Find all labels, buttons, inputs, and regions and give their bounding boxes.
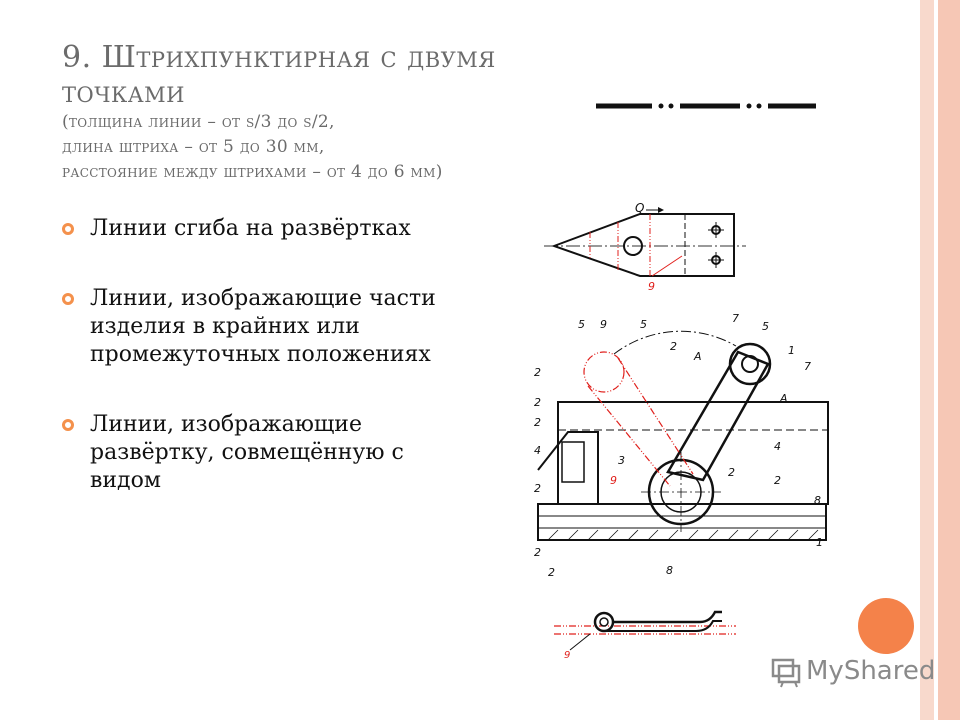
fig3-label: 9 (564, 650, 571, 661)
bracket-outline (538, 432, 598, 504)
bullet-text: Линии сгиба на развёртках (90, 216, 411, 241)
fig2-label: 2 (534, 396, 541, 409)
fig2-label: 2 (534, 416, 541, 429)
decor-stripe-light (920, 0, 934, 720)
slide-title (62, 40, 582, 185)
base-plate (538, 504, 826, 540)
figure-extreme-positions (518, 302, 834, 580)
curl-inner (600, 618, 608, 626)
bullet-text: Линии, изображающие части изделия в крайних или промежуточных положениях (90, 286, 436, 367)
fig2-label: 3 (618, 454, 625, 467)
fig2-label: 7 (804, 360, 811, 373)
logo-text: MyShared (806, 656, 936, 686)
curl-circle (595, 613, 613, 631)
slides-icon (770, 656, 802, 688)
leader-line (652, 256, 682, 276)
lever-end (730, 344, 770, 384)
fig2-label: 5 (762, 320, 769, 333)
fig2-label: 9 (610, 474, 617, 487)
fig2-label: 4 (534, 444, 541, 457)
bullet-ring-icon (62, 419, 74, 431)
part-profile (613, 612, 722, 622)
fig2-labels (534, 312, 823, 579)
fig2-label: 5 (640, 318, 647, 331)
sample-dot (659, 104, 664, 109)
fig1-label: 9 (648, 280, 655, 293)
fig2-label: 2 (774, 474, 781, 487)
decor-orange-circle (858, 598, 914, 654)
sample-dot (669, 104, 674, 109)
fig2-label: 7 (732, 312, 739, 325)
bullet-ring-icon (62, 223, 74, 235)
line-type-sample (590, 94, 820, 118)
bullet-item (62, 215, 442, 243)
fig2-label: 1 (788, 344, 795, 357)
bracket-block (562, 442, 584, 482)
fig2-label: 2 (534, 546, 541, 559)
decor-stripe-dark (938, 0, 960, 720)
bullet-text: Линии, изображающие развёртку, совмещённую с видом (90, 412, 404, 493)
arrow-head (658, 207, 664, 213)
fig2-label: 2 (534, 366, 541, 379)
fig2-label: 8 (666, 564, 673, 577)
title-sub-2: длина штриха – от 5 до 30 мм, (62, 137, 325, 157)
bullet-item (62, 285, 442, 369)
fig2-label: 2 (548, 566, 555, 579)
part-outline (554, 214, 734, 276)
fig2-label: 1 (816, 536, 823, 549)
figure-bend-lines (540, 196, 750, 296)
fig2-label: 2 (670, 340, 677, 353)
leader-line (570, 634, 590, 650)
title-main: 9. Штрихпунктирная с двумя точками (62, 40, 496, 110)
right-decor-bar (920, 0, 960, 720)
fig2-label: A (780, 392, 788, 405)
title-sub-1: (толщина линии – от s/3 до s/2, (62, 112, 335, 132)
extreme-position-line (618, 358, 693, 474)
sample-dot (757, 104, 762, 109)
figure-development-view (540, 602, 740, 662)
bullet-ring-icon (62, 293, 74, 305)
fig1-label: Q (635, 201, 645, 215)
hatching (548, 530, 818, 540)
fig2-label: 8 (814, 494, 821, 507)
sample-dot (747, 104, 752, 109)
fig2-label: 4 (774, 440, 781, 453)
fig2-label: 9 (600, 318, 607, 331)
fig2-label: 2 (534, 482, 541, 495)
bullet-item (62, 411, 442, 495)
title-sub-3: расстояние между штрихами – от 4 до 6 мм) (62, 162, 443, 182)
fig2-label: A (694, 350, 702, 363)
bullet-list (62, 215, 442, 537)
lever-pin (742, 356, 758, 372)
fig2-label: 2 (728, 466, 735, 479)
fig2-label: 5 (578, 318, 585, 331)
